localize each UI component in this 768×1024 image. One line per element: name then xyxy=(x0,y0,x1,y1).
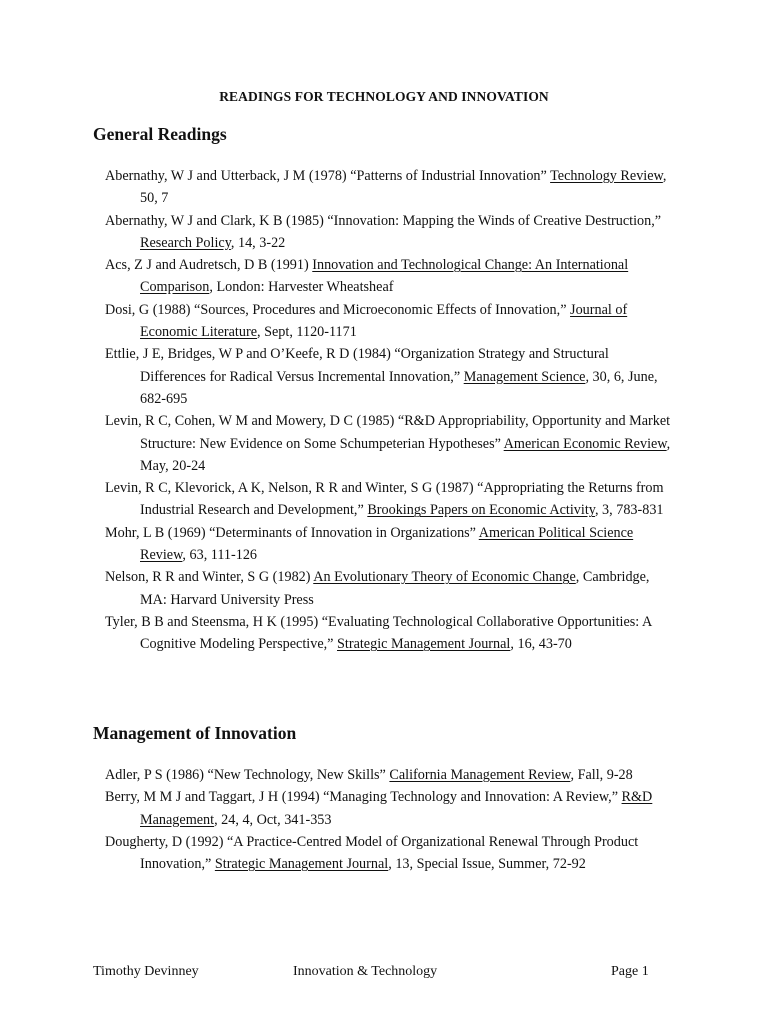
footer-page-number: Page 1 xyxy=(611,964,649,979)
page-title: READINGS FOR TECHNOLOGY AND INNOVATION xyxy=(219,89,549,104)
journal-title: American Economic Review xyxy=(503,435,667,452)
section-heading-general-readings: General Readings xyxy=(93,124,227,144)
reference-entry: Levin, R C, Klevorick, A K, Nelson, R R and Winter, S G (1987) “Appropriating the Returns from Industrial Research and Development,” Brookings Papers on Economic Activity, 3, 783-831 xyxy=(105,480,664,519)
journal-title: Strategic Management Journal xyxy=(337,636,511,653)
journal-title: Brookings Papers on Economic Activity xyxy=(367,502,595,519)
journal-title: American Political Science Review xyxy=(140,524,634,564)
journal-title: Strategic Management Journal xyxy=(214,856,389,873)
book-title: Innovation and Technological Change: An International Comparison xyxy=(140,257,629,296)
footer-course: Innovation & Technology xyxy=(293,964,438,979)
journal-title: Journal of Economic Literature xyxy=(140,301,628,341)
journal-title: California Management Review xyxy=(389,767,571,783)
journal-title: Management Science xyxy=(463,368,586,385)
reference-entry: Mohr, L B (1969) “Determinants of Innovation in Organizations” American Political Science Review, 63, 111-126 xyxy=(105,524,634,564)
section-heading-management-of-innovation: Management of Innovation xyxy=(93,723,297,743)
reference-entry: Levin, R C, Cohen, W M and Mowery, D C (1985) “R&D Appropriability, Opportunity and Market Structure: New Evidence on Some Schumpeterian Hypotheses” American Economic Review, May, 20-24 xyxy=(105,413,671,474)
reference-entry: Abernathy, W J and Utterback, J M (1978) “Patterns of Industrial Innovation” Technology Review, 50, 7 xyxy=(105,168,667,207)
journal-title: Technology Review xyxy=(550,168,663,184)
journal-title: R&D Management xyxy=(140,789,653,828)
reference-entry: Tyler, B B and Steensma, H K (1995) “Evaluating Technological Collaborative Opportunities: A Cognitive Modeling Perspective,” Strategic Management Journal, 16, 43-70 xyxy=(105,613,652,653)
general-readings-list xyxy=(105,165,677,656)
journal-title: Research Policy xyxy=(140,234,231,251)
footer-author: Timothy Devinney xyxy=(93,964,199,979)
reference-entry: Adler, P S (1986) “New Technology, New Skills” California Management Review, Fall, 9-28 xyxy=(105,767,633,783)
reference-entry: Acs, Z J and Audretsch, D B (1991) Innovation and Technological Change: An International Comparison, London: Harvester Wheatsheaf xyxy=(105,257,629,296)
reference-entry: Dosi, G (1988) “Sources, Procedures and Microeconomic Effects of Innovation,” Journal of Economic Literature, Sept, 1120-1171 xyxy=(105,301,628,341)
reference-entry: Dougherty, D (1992) “A Practice-Centred Model of Organizational Renewal Through Product Innovation,” Strategic Management Journal, 13, Special Issue, Summer, 72-92 xyxy=(105,833,639,873)
reference-entry: Nelson, R R and Winter, S G (1982) An Evolutionary Theory of Economic Change, Cambridge, MA: Harvard University Press xyxy=(105,569,650,608)
reference-entry: Ettlie, J E, Bridges, W P and O’Keefe, R D (1984) “Organization Strategy and Structural Differences for Radical Versus Incremental Innovation,” Management Science, 30, 6, June, 682-695 xyxy=(105,346,658,407)
management-of-innovation-list xyxy=(105,764,677,875)
book-title: An Evolutionary Theory of Economic Change xyxy=(313,569,576,586)
reference-entry: Berry, M M J and Taggart, J H (1994) “Managing Technology and Innovation: A Review,” R&D Management, 24, 4, Oct, 341-353 xyxy=(105,789,653,828)
reference-entry: Abernathy, W J and Clark, K B (1985) “Innovation: Mapping the Winds of Creative Destruction,” Research Policy, 14, 3-22 xyxy=(105,212,662,251)
